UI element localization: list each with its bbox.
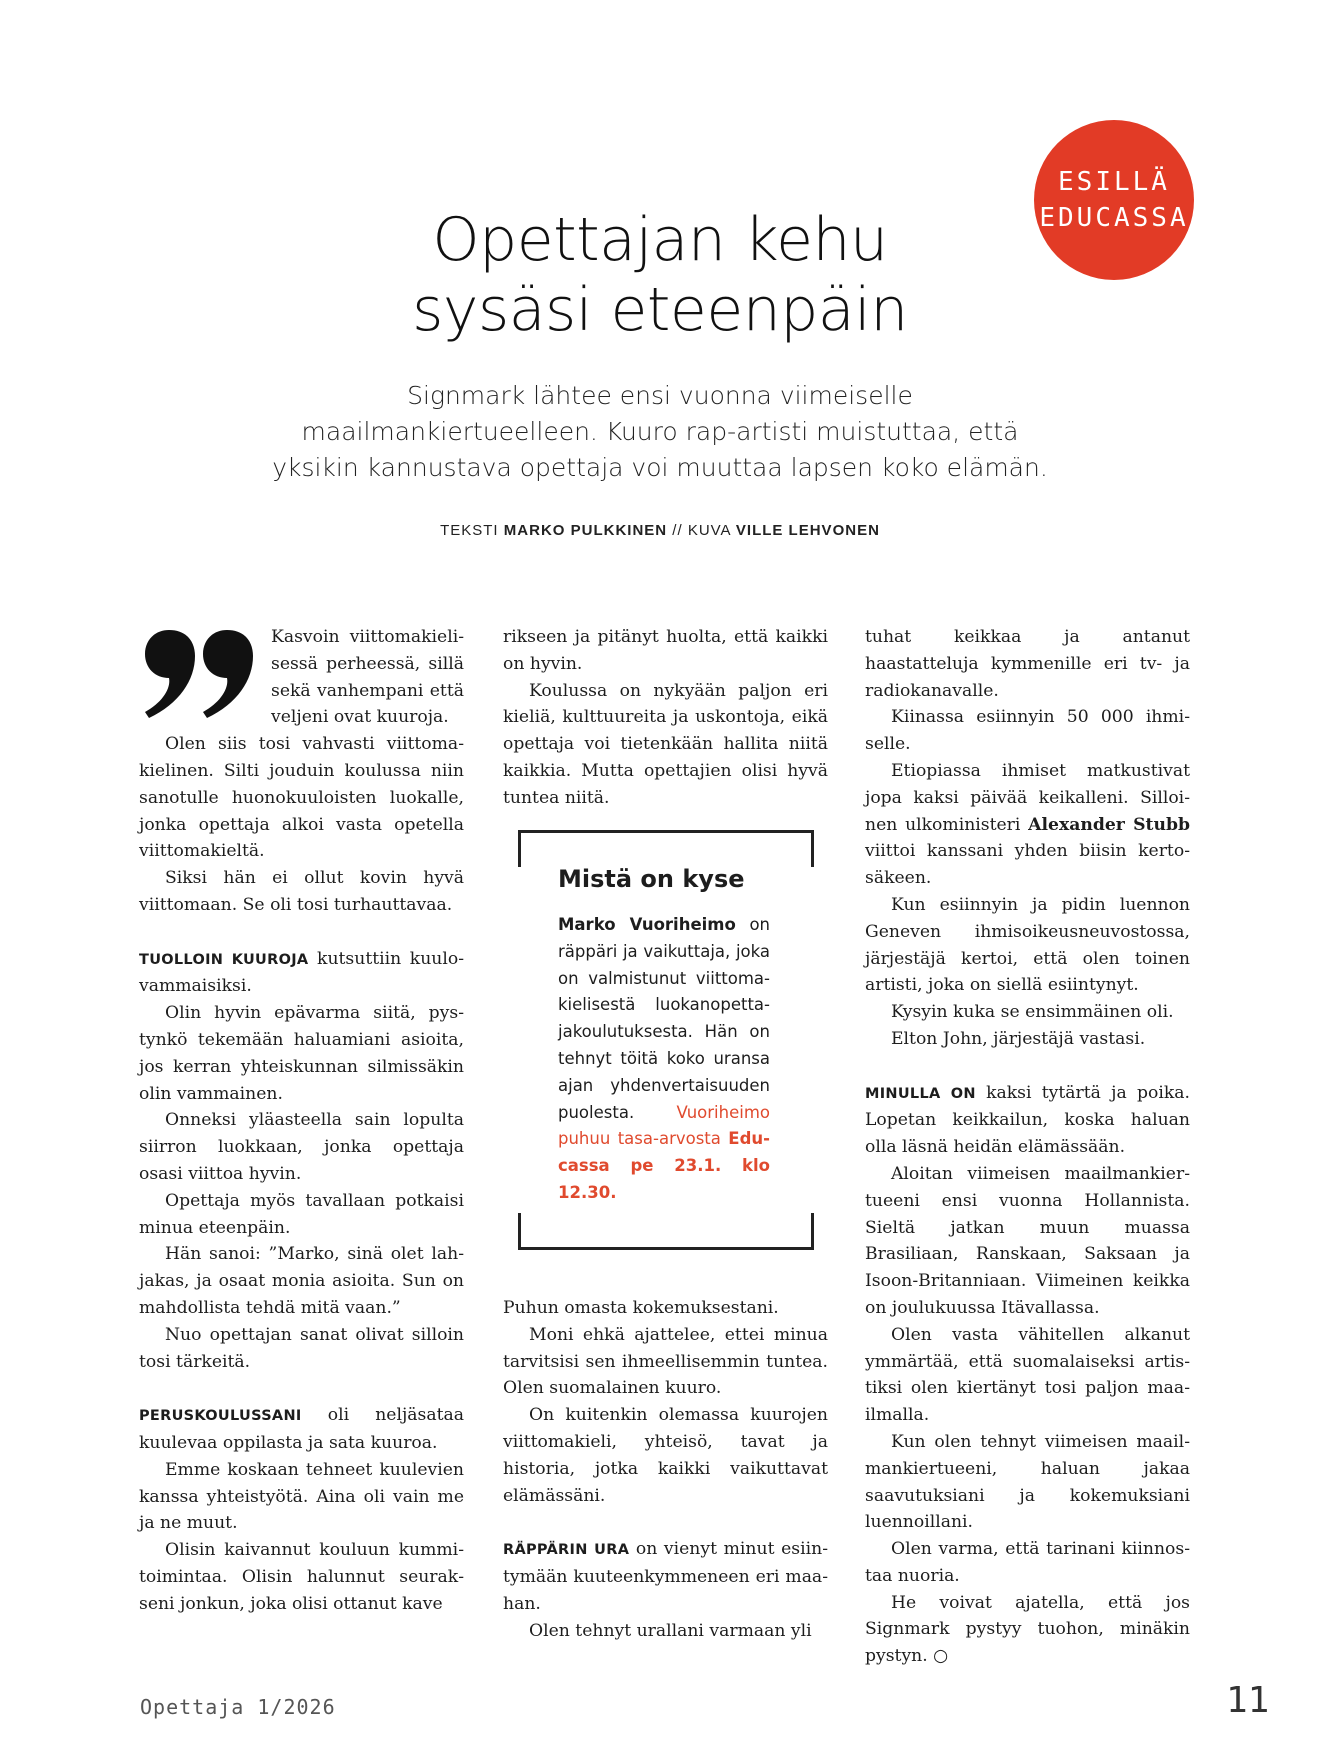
section-paragraph xyxy=(503,1536,828,1617)
info-box-name: Marko Vuoriheimo xyxy=(558,915,736,934)
paragraph: On kuitenkin olemassa kuurojen viittomakieli, yhteisö, tavat ja historia, jotka kaikki vaikuttavat elämässäni. xyxy=(503,1405,828,1506)
section-text: on vienyt minut esiintymään kuuteenkymmeneen eri maahan. xyxy=(503,1539,828,1614)
article-title xyxy=(300,205,1020,345)
paragraph: Olen tehnyt urallani varmaan yli xyxy=(529,1620,812,1641)
paragraph: Onneksi yläasteella sain lopulta siirron luokkaan, jonka opettaja osasi viittoa hyvin. xyxy=(139,1110,464,1184)
paragraph: He voivat ajatella, että jos Signmark pystyy tuohon, minäkin pystyn. ○ xyxy=(865,1592,1190,1667)
section-lead-in: PERUSKOULUSSANI xyxy=(139,1408,302,1425)
section-lead-in: RÄPPÄRIN URA xyxy=(503,1542,630,1559)
byline-photo-author: VILLE LEHVONEN xyxy=(735,522,880,539)
paragraph: Elton John, järjestäjä vastasi. xyxy=(891,1028,1146,1049)
box-top-bracket xyxy=(518,830,814,867)
section-lead-in: TUOLLOIN KUUROJA xyxy=(139,951,309,968)
person-name: Alexander Stubb xyxy=(1028,814,1190,835)
column-1 xyxy=(139,624,464,1617)
badge-line-2: EDUCASSA xyxy=(1039,203,1189,233)
paragraph-text: Etiopiassa ihmiset matkustivat jopa kaksi päivää keikalleni. Silloinen ulkoministeri xyxy=(865,760,1190,835)
paragraph: Emme koskaan tehneet kuulevien kanssa yhteistyötä. Aina oli vain me ja ne muut. xyxy=(139,1459,464,1534)
badge-line-1: ESILLÄ xyxy=(1058,167,1170,197)
paragraph: rikseen ja pitänyt huolta, että kaikki on hyvin. xyxy=(503,627,828,674)
paragraph: Kun olen tehnyt viimeisen maailmankiertueeni, haluan jakaa saavutuksiani ja kokemuksiani luennoillani. xyxy=(865,1431,1190,1533)
paragraph: Kun esiinnyin ja pidin luennon Geneven ihmisoikeusneuvostossa, järjestäjä kertoi, että olen toinen artisti, joka on siellä esiintynyt. xyxy=(865,894,1190,996)
paragraph xyxy=(865,758,1190,892)
paragraph: Olen siis tosi vahvasti viittomakielinen. Silti jouduin koulussa niin sanotulle huonokuuloisten luokalle, jonka opettaja alkoi vasta opetella viittomakieltä. xyxy=(139,734,464,862)
info-box-content xyxy=(558,864,770,1207)
paragraph: Kiinassa esiinnyin 50 000 ihmiselle. xyxy=(865,707,1190,755)
byline-text-label: TEKSTI xyxy=(440,522,499,539)
title-line-2: sysäsi eteenpäin xyxy=(412,275,908,345)
paragraph: Kysyin kuka se ensimmäinen oli. xyxy=(891,1002,1174,1023)
section-paragraph xyxy=(139,1402,464,1457)
paragraph: Kasvoin viittomakielisessä perheessä, sillä sekä vanhempani että veljeni ovat kuuroja. xyxy=(271,627,464,728)
byline-separator: // xyxy=(672,522,683,539)
paragraph: Hän sanoi: ”Marko, sinä olet lahjakas, ja osaat monia asioita. Sun on mahdollista tehdä mitä vaan.” xyxy=(139,1244,464,1318)
info-box-title: Mistä on kyse xyxy=(558,865,745,893)
byline xyxy=(300,522,1020,539)
section-text: kaksi tytärtä ja poika. Lopetan keikkailun, koska haluan olla läsnä heidän elämässään. xyxy=(865,1082,1191,1158)
paragraph: Olisin kaivannut kouluun kummitoimintaa. Olisin halunnut seurakseni jonkun, joka olisi ottanut kave xyxy=(139,1540,464,1614)
byline-text-author: MARKO PULKKINEN xyxy=(503,522,668,539)
esilla-educassa-badge xyxy=(1034,120,1194,280)
paragraph: Nuo opettajan sanat olivat silloin tosi tärkeitä. xyxy=(139,1324,464,1372)
quotation-mark-icon xyxy=(139,626,259,722)
paragraph: Koulussa on nykyään paljon eri kieliä, kulttuureita ja uskontoja, eikä opettaja voi tietenkään hallita niitä kaikkia. Mutta opettajien olisi hyvä tuntea niitä. xyxy=(503,680,828,808)
column-2-bottom xyxy=(503,1295,828,1644)
paragraph: Olen varma, että tarinani kiinnostaa nuoria. xyxy=(865,1539,1190,1586)
section-paragraph xyxy=(865,1080,1190,1161)
paragraph: tuhat keikkaa ja antanut haastatteluja kymmenille eri tv- ja radiokanavalle. xyxy=(865,627,1190,701)
section-text: oli neljäsataa kuulevaa oppilasta ja sata kuuroa. xyxy=(139,1405,464,1453)
article-lead: Signmark lähtee ensi vuonna viimeiselle maailmankiertueelleen. Kuuro rap-artisti muistuttaa, että yksikin kannustava opettaja voi muuttaa lapsen koko elämän. xyxy=(272,381,1048,482)
column-2-top xyxy=(503,624,828,812)
paragraph: Opettaja myös tavallaan potkaisi minua eteenpäin. xyxy=(139,1190,464,1238)
section-paragraph xyxy=(139,946,464,1001)
info-box-event-time: Educassa pe 23.1. klo 12.30. xyxy=(558,1129,770,1202)
byline-photo-label: KUVA xyxy=(687,522,731,539)
section-lead-in: MINULLA ON xyxy=(865,1085,976,1102)
paragraph-text: viittoi kanssani yhden biisin kertosäkeen. xyxy=(865,841,1190,889)
paragraph: Moni ehkä ajattelee, ettei minua tarvitsisi sen ihmeellisemmin tuntea. Olen suomalainen kuuro. xyxy=(503,1324,828,1399)
column-3 xyxy=(865,624,1190,1670)
title-line-1: Opettajan kehu xyxy=(432,205,888,275)
section-text: kutsuttiin kuulovammaisiksi. xyxy=(139,948,465,997)
page-number: 11 xyxy=(1226,1680,1270,1721)
paragraph: Olin hyvin epävarma siitä, pystynkö tekemään haluamiani asioita, jos kerran yhteiskunnan silmissäkin olin vammainen. xyxy=(139,1003,464,1104)
info-box-body: on räppäri ja vaikuttaja, joka on valmistunut viittomakielisestä luokanopettajakoulutuksesta. Hän on tehnyt töitä koko uransa ajan yhdenvertaisuuden puolesta. xyxy=(558,915,770,1122)
magazine-issue: Opettaja 1/2026 xyxy=(140,1695,336,1719)
paragraph: Aloitan viimeisen maailmankiertueeni ensi vuonna Hollannista. Sieltä jatkan muun muassa Brasiliaan, Ranskaan, Saksaan ja Isoon-Britanniaan. Viimeinen keikka on joulukuussa Itävallassa. xyxy=(865,1163,1190,1318)
info-box-text xyxy=(558,912,770,1207)
paragraph: Olen vasta vähitellen alkanut ymmärtää, että suomalaiseksi artistiksi olen kiertänyt tosi paljon maailmalla. xyxy=(865,1324,1190,1426)
paragraph: Puhun omasta kokemuksestani. xyxy=(503,1298,779,1318)
box-bottom-bracket xyxy=(518,1213,814,1250)
paragraph: Siksi hän ei ollut kovin hyvä viittomaan. Se oli tosi turhauttavaa. xyxy=(139,868,464,915)
info-box xyxy=(518,830,808,1250)
info-box-event: Vuoriheimo puhuu tasa-arvosta xyxy=(558,1102,770,1149)
